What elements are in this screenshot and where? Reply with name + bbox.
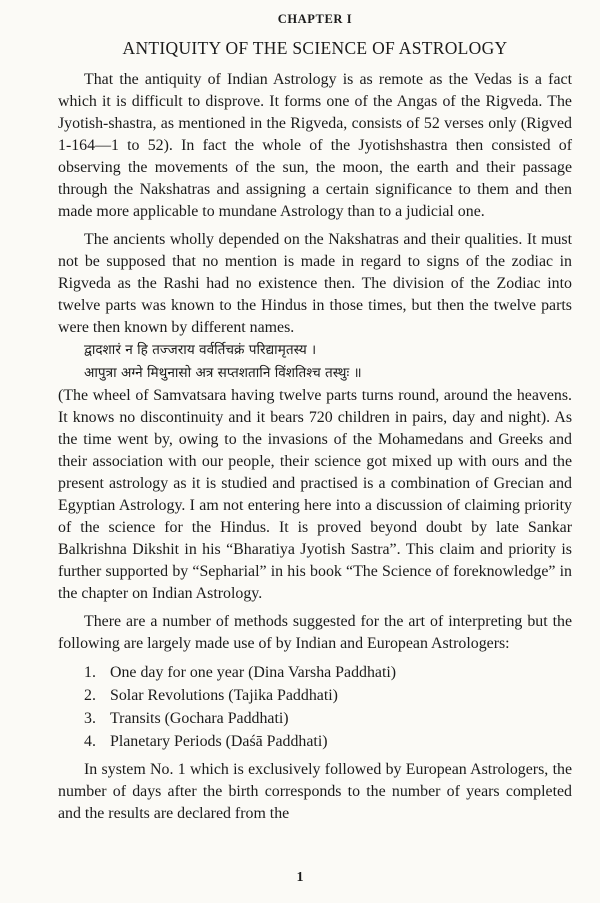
paragraph-samvatsara: (The wheel of Samvatsara having twelve parts turns round, around the heavens. It knows no discontinuity and it bears 720 children in pairs, day and night). As the time went by, owing to the invasions of the Mohamedans and Greeks and their association with our people, their science got mixed up with ours and the present astrology as it is studied and practised is a combination of Grecian and Egyptian Astrology. I am not entering here into a discussion of claiming priority of the science for the Hindus. It is proved beyond doubt by late Sankar Balkrishna Dikshit in his “Bharatiya Jyotish Sastra”. This claim and priority is further supported by “Sepharial” in his book “The Science of foreknowledge” in the chapter on Indian Astrology. bbox=[58, 387, 572, 602]
list-item-text: Solar Revolutions (Tajika Paddhati) bbox=[110, 687, 338, 704]
list-item-number: 3. bbox=[84, 710, 96, 727]
list-item bbox=[84, 730, 572, 753]
paragraph-system-one: In system No. 1 which is exclusively followed by European Astrologers, the number of days after the birth corresponds to the number of years completed and the results are declared from the bbox=[58, 761, 572, 822]
paragraph-methods-intro: There are a number of methods suggested for the art of interpreting but the following are largely made use of by Indian and European Astrologers: bbox=[58, 613, 572, 652]
list-item-text: Transits (Gochara Paddhati) bbox=[110, 710, 289, 727]
list-item-number: 2. bbox=[84, 687, 96, 704]
chapter-heading: CHAPTER I bbox=[277, 12, 353, 26]
list-item-number: 4. bbox=[84, 733, 96, 750]
sanskrit-verse-line-2: आपुत्रा अग्ने मिथुनासो अत्र सप्तशतानि विंशतिश्च तस्थुः ॥ bbox=[84, 365, 362, 381]
page-number: 1 bbox=[296, 870, 304, 885]
list-item-text: One day for one year (Dina Varsha Paddhati) bbox=[110, 664, 397, 681]
list-item bbox=[84, 707, 572, 730]
list-item-number: 1. bbox=[84, 664, 96, 681]
list-item bbox=[84, 684, 572, 707]
paragraph-antiquity: That the antiquity of Indian Astrology is as remote as the Vedas is a fact which it is difficult to disprove. It forms one of the Angas of the Rigveda. The Jyotish-shastra, as mentioned in the Rigveda, consists of 52 verses only (Rigved 1-164—1 to 52). In fact the whole of the Jyotishshastra then consisted of observing the movements of the sun, the moon, the earth and their passage through the Nakshatras and assigning a certain significance to them and then made more applicable to mundane Astrology than to a judicial one. bbox=[58, 71, 572, 220]
chapter-title: ANTIQUITY OF THE SCIENCE OF ASTROLOGY bbox=[122, 38, 508, 58]
sanskrit-verse-line-1: द्वादशारं न हि तज्जराय वर्वर्तिचक्रं परिद्यामृतस्य । bbox=[84, 342, 317, 358]
paragraph-nakshatras: The ancients wholly depended on the Nakshatras and their qualities. It must not be supposed that no mention is made in regard to signs of the zodiac in Rigveda as the Rashi had no existence then. The division of the Zodiac into twelve parts was known to the Hindus in those times, but then the twelve parts were then known by different names. bbox=[58, 231, 572, 336]
list-item-text: Planetary Periods (Daśā Paddhati) bbox=[110, 733, 328, 750]
list-item bbox=[84, 661, 572, 684]
methods-list bbox=[58, 661, 572, 753]
